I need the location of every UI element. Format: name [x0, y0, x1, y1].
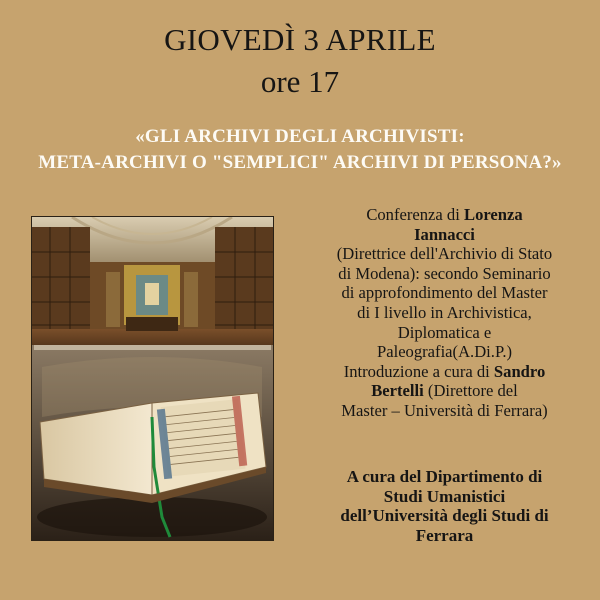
event-title — [10, 124, 590, 176]
event-title-line-2: META-ARCHIVI O "SEMPLICI" ARCHIVI DI PERSONA?» — [38, 152, 562, 173]
event-details — [297, 205, 592, 421]
details-line-1: Conferenza di Lorenza — [366, 205, 523, 224]
moderator-first-name: Sandro — [493, 361, 546, 381]
organizer-line-1: A cura del Dipartimento di — [346, 467, 543, 486]
event-time: ore 17 — [260, 64, 340, 99]
details-line-7: Diplomatica e — [397, 322, 492, 342]
organizer-line-3: dell’Università degli Studi di — [340, 506, 549, 526]
speaker-first-name: Lorenza — [464, 205, 523, 224]
details-line-10: Bertelli (Direttore del — [371, 381, 518, 401]
details-line-2 — [297, 225, 592, 245]
details-line-5: di approfondimento del Master — [341, 283, 548, 303]
organizer — [297, 467, 592, 545]
organizer-line-2: Studi Umanistici — [383, 486, 506, 506]
event-title-line-1: «GLI ARCHIVI DEGLI ARCHIVISTI: — [135, 126, 465, 147]
details-line-4: di Modena): secondo Seminario — [338, 263, 551, 283]
details-line-9: Introduzione a cura di Sandro — [343, 361, 546, 381]
library-photo — [31, 216, 274, 541]
details-line-11: Master – Università di Ferrara) — [341, 400, 548, 420]
event-date: GIOVEDÌ 3 APRILE — [164, 22, 436, 57]
details-line-3: (Direttrice dell'Archivio di Stato — [336, 244, 553, 264]
details-line-6: di I livello in Archivistica, — [357, 302, 532, 322]
moderator-last-name: Bertelli — [371, 381, 424, 401]
details-line-8: Paleografia(A.Di.P.) — [376, 342, 513, 362]
speaker-last-name: Iannacci — [414, 224, 475, 244]
organizer-line-4: Ferrara — [415, 525, 474, 545]
library-book-illustration — [32, 217, 273, 540]
